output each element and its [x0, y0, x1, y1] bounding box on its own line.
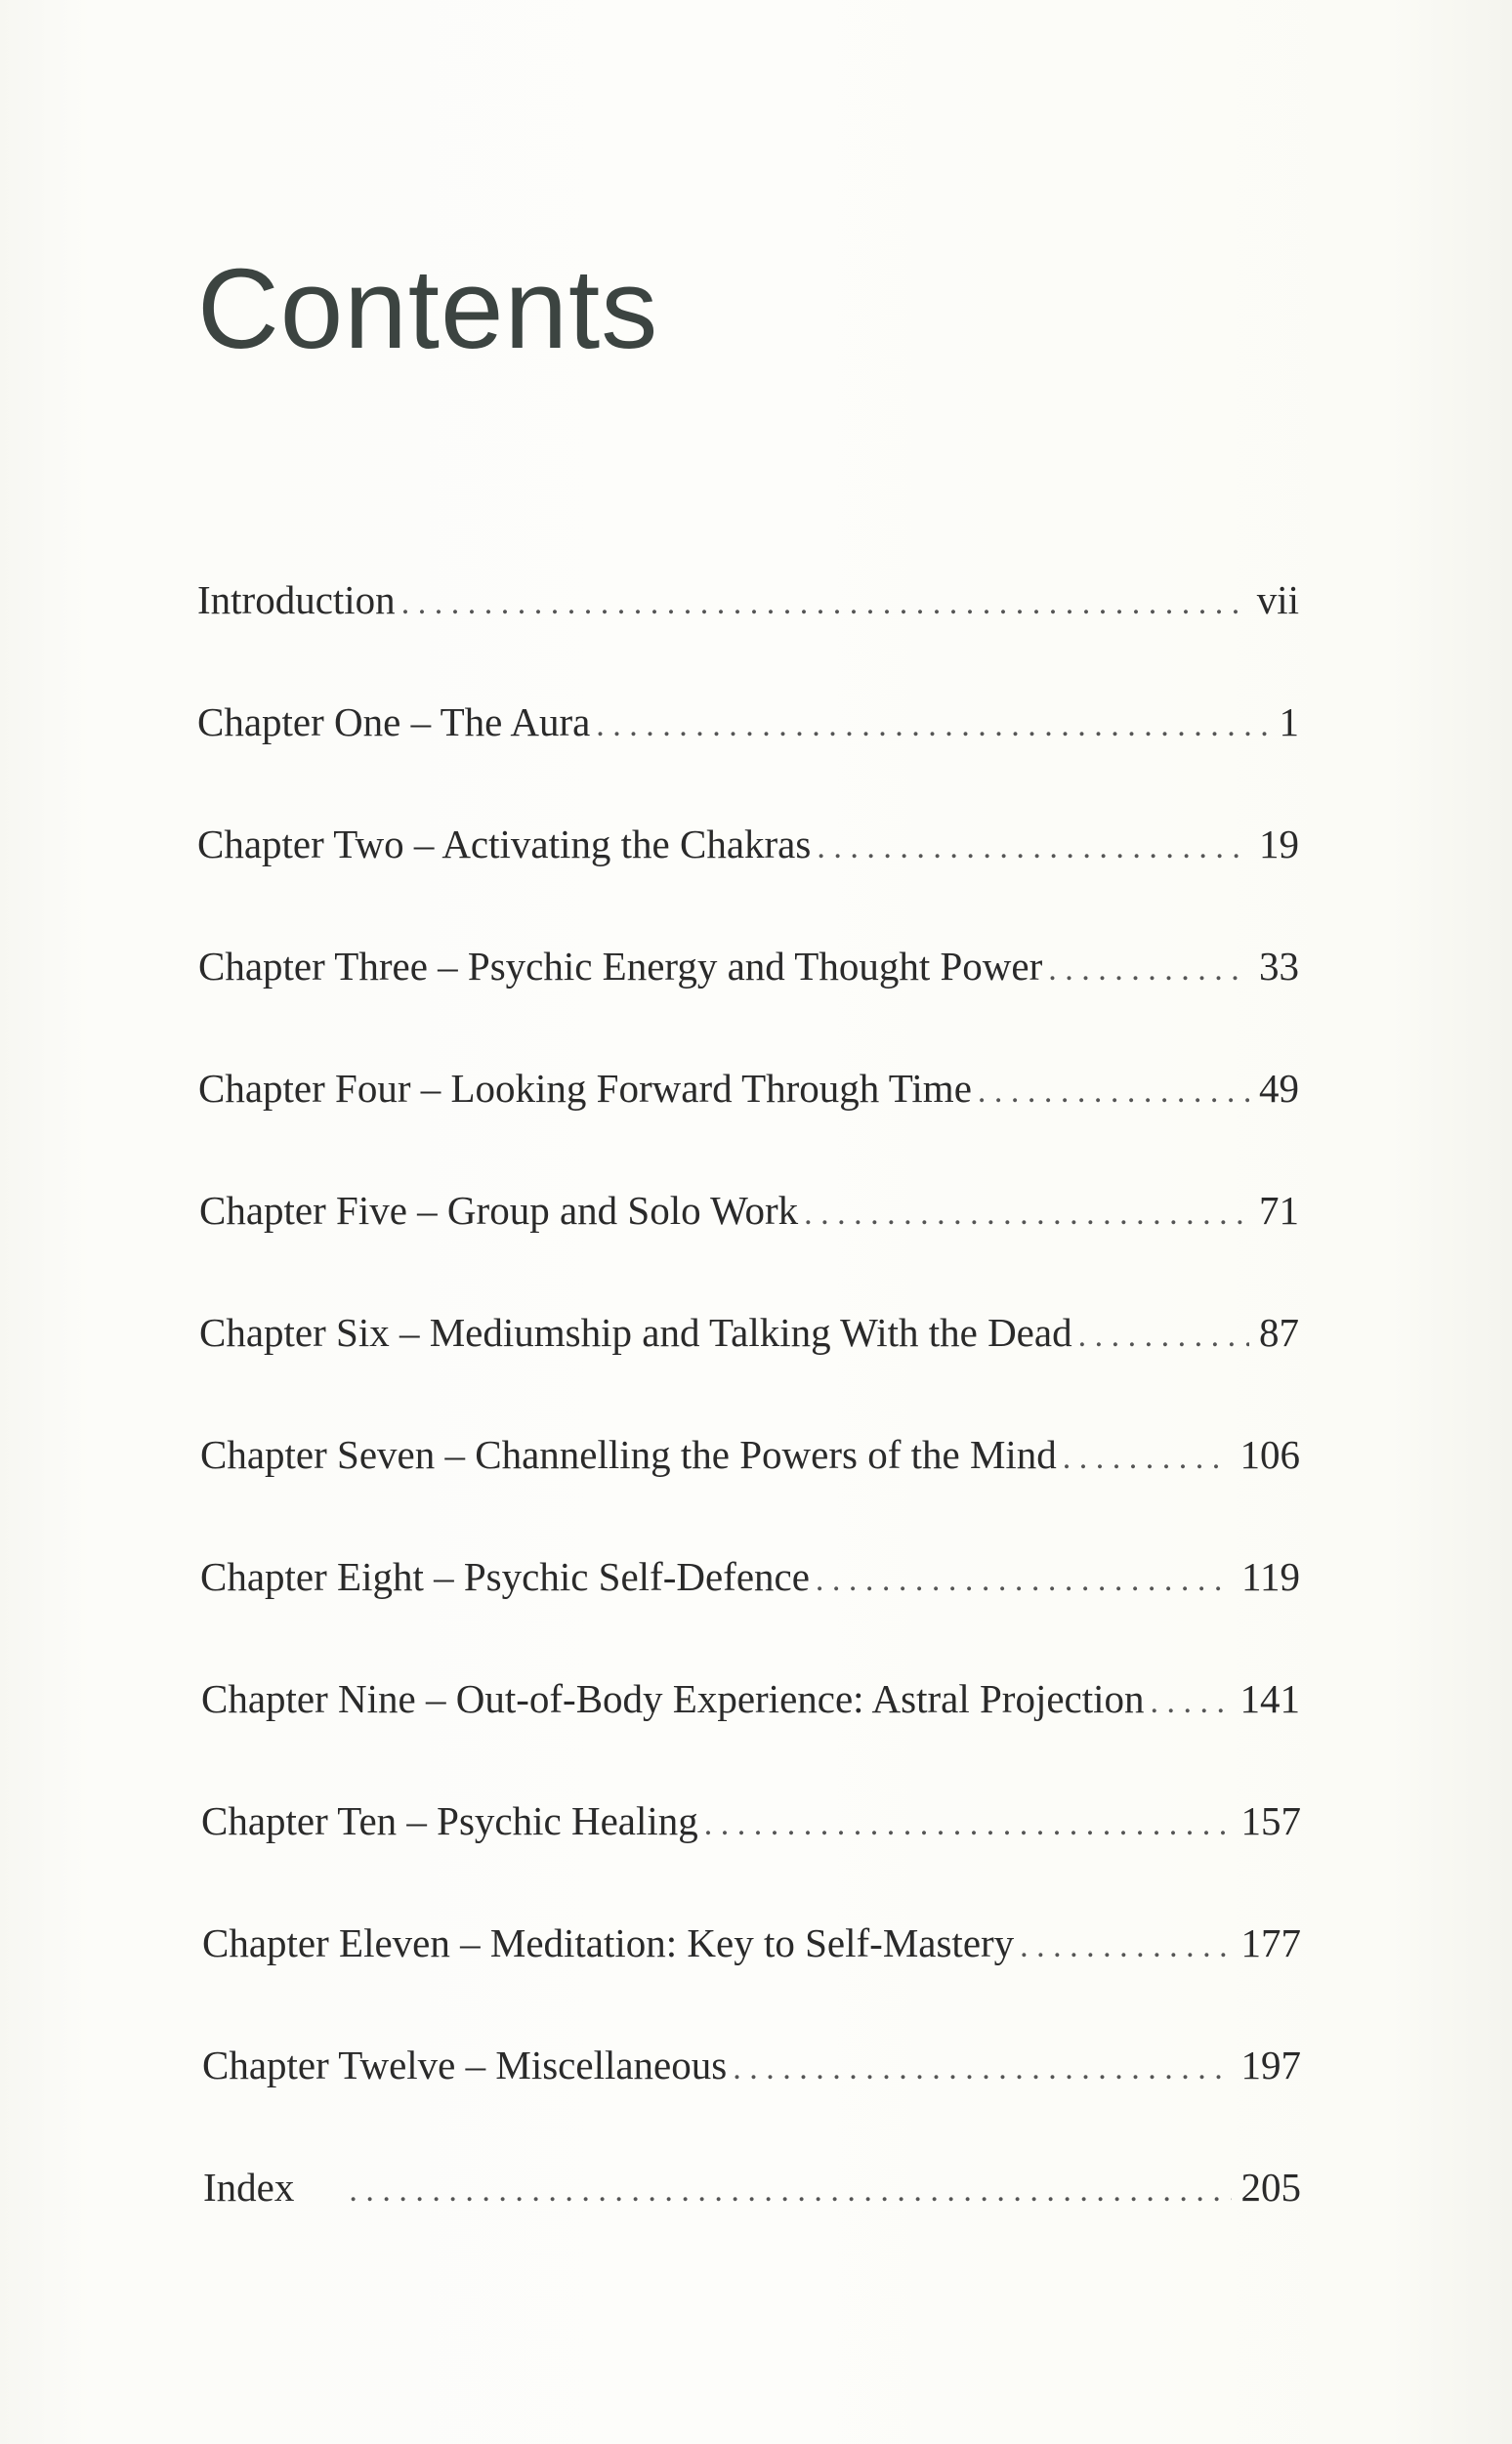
- toc-entry-chapter-five: [199, 1187, 1299, 1235]
- toc-entry-chapter-eight: [200, 1553, 1300, 1601]
- toc-entry-label: Chapter Nine – Out-of-Body Experience: Astral Projection: [201, 1676, 1145, 1721]
- toc-entry-label: Chapter Eight – Psychic Self-Defence: [200, 1554, 810, 1599]
- toc-entry-chapter-seven: [200, 1431, 1300, 1479]
- toc-entry-page: 119: [1241, 1554, 1300, 1599]
- toc-entry-chapter-twelve: [202, 2042, 1301, 2089]
- toc-dot-leader: [733, 2049, 1231, 2089]
- toc-entry-label: Chapter Five – Group and Solo Work: [199, 1188, 799, 1233]
- toc-dot-leader: [1020, 1927, 1231, 1967]
- toc-entry-label: Chapter Three – Psychic Energy and Thought Power: [198, 944, 1043, 989]
- toc-dot-leader: [401, 584, 1247, 624]
- toc-entry-page: 141: [1239, 1676, 1300, 1721]
- toc-entry-chapter-one: [197, 698, 1299, 746]
- toc-dot-leader: [1048, 950, 1249, 990]
- toc-entry-chapter-nine: [201, 1675, 1300, 1723]
- toc-entry-chapter-eleven: [202, 1919, 1301, 1967]
- toc-entry-page: 71: [1259, 1188, 1299, 1233]
- toc-dot-leader: [816, 1561, 1232, 1601]
- page-title: Contents: [197, 245, 659, 372]
- toc-entry-label: Introduction: [197, 577, 396, 622]
- toc-dot-leader: [804, 1195, 1249, 1235]
- toc-dot-leader: [704, 1805, 1232, 1845]
- toc-entry-chapter-two: [197, 821, 1299, 868]
- toc-entry-page: 1: [1279, 699, 1299, 744]
- toc-entry-page: 87: [1259, 1310, 1299, 1355]
- toc-entry-label: Chapter Twelve – Miscellaneous: [202, 2043, 728, 2087]
- toc-entry-page: vii: [1256, 577, 1299, 622]
- toc-dot-leader: [817, 828, 1249, 868]
- toc-entry-label: Chapter Ten – Psychic Healing: [201, 1798, 698, 1843]
- toc-dot-leader: [1063, 1439, 1231, 1479]
- toc-entry-label: Chapter Four – Looking Forward Through Time: [198, 1066, 972, 1111]
- toc-entry-page: 19: [1259, 822, 1299, 866]
- toc-entry-page: 197: [1240, 2043, 1301, 2087]
- toc-entry-page: 205: [1240, 2165, 1301, 2210]
- toc-entry-label: Chapter Two – Activating the Chakras: [197, 822, 812, 866]
- toc-entry-page: 33: [1259, 944, 1299, 989]
- toc-entry-introduction: [197, 576, 1299, 624]
- toc-entry-label: Chapter Six – Mediumship and Talking With the Dead: [199, 1310, 1072, 1355]
- toc-dot-leader: [349, 2171, 1231, 2212]
- toc-entry-page: 157: [1240, 1798, 1301, 1843]
- toc-entry-chapter-ten: [201, 1797, 1301, 1845]
- toc-dot-leader: [596, 706, 1269, 746]
- toc-entry-chapter-three: [198, 943, 1299, 990]
- toc-entry-page: 177: [1240, 1920, 1301, 1965]
- toc-entry-chapter-six: [199, 1309, 1299, 1357]
- toc-entry-page: 49: [1259, 1066, 1299, 1111]
- toc-dot-leader: [1151, 1683, 1231, 1723]
- toc-entry-page: 106: [1239, 1432, 1300, 1477]
- toc-entry-label: Chapter Seven – Channelling the Powers of the Mind: [200, 1432, 1057, 1477]
- toc-entry-label: Chapter One – The Aura: [197, 699, 591, 744]
- toc-entry-index: [203, 2164, 1301, 2212]
- toc-entry-chapter-four: [198, 1065, 1299, 1113]
- toc-dot-leader: [1078, 1317, 1249, 1357]
- toc-entry-label: Chapter Eleven – Meditation: Key to Self-Mastery: [202, 1920, 1015, 1965]
- toc-entry-label: Index: [203, 2165, 295, 2210]
- toc-dot-leader: [978, 1073, 1249, 1113]
